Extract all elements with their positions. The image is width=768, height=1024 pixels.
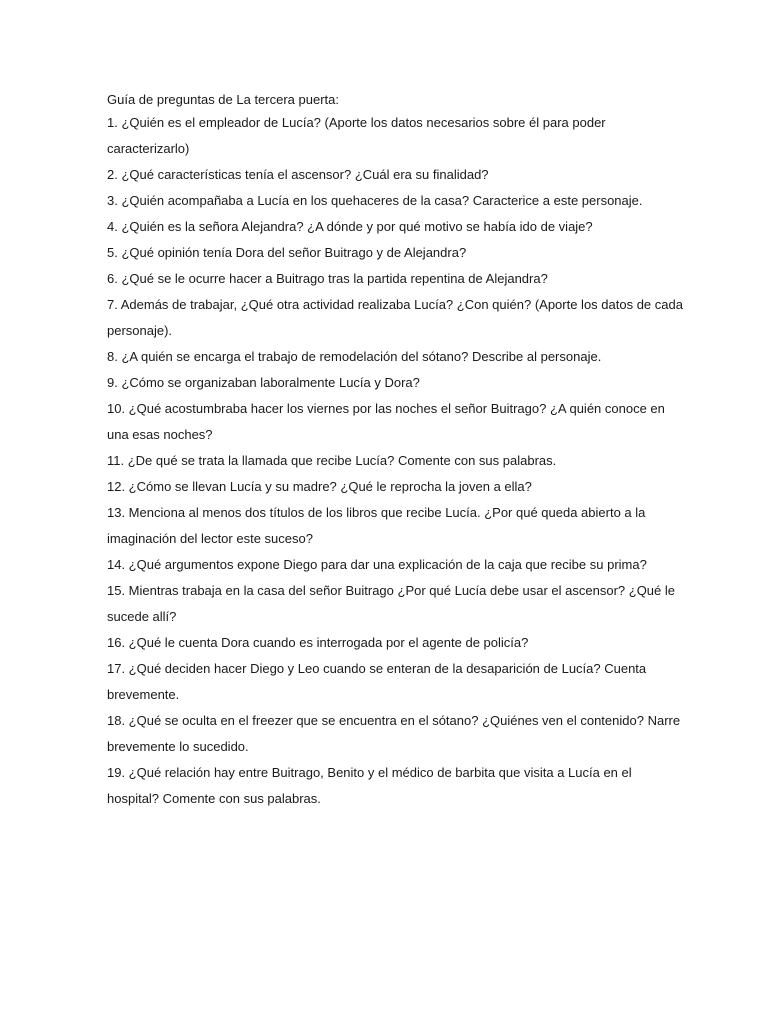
question-12: 12. ¿Cómo se llevan Lucía y su madre? ¿Qué le reprocha la joven a ella? [107,479,532,494]
question-8: 8. ¿A quién se encarga el trabajo de remodelación del sótano? Describe al personaje. [107,349,602,364]
question-6: 6. ¿Qué se le ocurre hacer a Buitrago tras la partida repentina de Alejandra? [107,271,548,286]
question-11: 11. ¿De qué se trata la llamada que recibe Lucía? Comente con sus palabras. [107,453,557,468]
question-3: 3. ¿Quién acompañaba a Lucía en los quehaceres de la casa? Caracterice a este personaje. [107,193,643,208]
question-10: 10. ¿Qué acostumbraba hacer los viernes por las noches el señor Buitrago? ¿A quién conoce en una esas noches? [107,401,665,442]
question-15: 15. Mientras trabaja en la casa del señor Buitrago ¿Por qué Lucía debe usar el ascensor? ¿Qué le sucede allí? [107,583,675,624]
question-2: 2. ¿Qué características tenía el ascensor? ¿Cuál era su finalidad? [107,167,489,182]
document-body [107,90,687,812]
question-13: 13. Menciona al menos dos títulos de los libros que recibe Lucía. ¿Por qué queda abierto a la imaginación del lector este suceso? [107,505,646,546]
question-list [107,110,687,812]
question-14: 14. ¿Qué argumentos expone Diego para dar una explicación de la caja que recibe su prima? [107,557,647,572]
question-4: 4. ¿Quién es la señora Alejandra? ¿A dónde y por qué motivo se había ido de viaje? [107,219,593,234]
question-1: 1. ¿Quién es el empleador de Lucía? (Aporte los datos necesarios sobre él para poder caracterizarlo) [107,115,606,156]
question-5: 5. ¿Qué opinión tenía Dora del señor Buitrago y de Alejandra? [107,245,467,260]
question-7: 7. Además de trabajar, ¿Qué otra actividad realizaba Lucía? ¿Con quién? (Aporte los datos de cada personaje). [107,297,683,338]
question-9: 9. ¿Cómo se organizaban laboralmente Lucía y Dora? [107,375,420,390]
question-17: 17. ¿Qué deciden hacer Diego y Leo cuando se enteran de la desaparición de Lucía? Cuenta brevemente. [107,661,647,702]
question-16: 16. ¿Qué le cuenta Dora cuando es interrogada por el agente de policía? [107,635,529,650]
question-19: 19. ¿Qué relación hay entre Buitrago, Benito y el médico de barbita que visita a Lucía en el hospital? Comente con sus palabras. [107,765,632,806]
document-title: Guía de preguntas de La tercera puerta: [107,92,339,107]
question-18: 18. ¿Qué se oculta en el freezer que se encuentra en el sótano? ¿Quiénes ven el contenido? Narre brevemente lo sucedido. [107,713,681,754]
